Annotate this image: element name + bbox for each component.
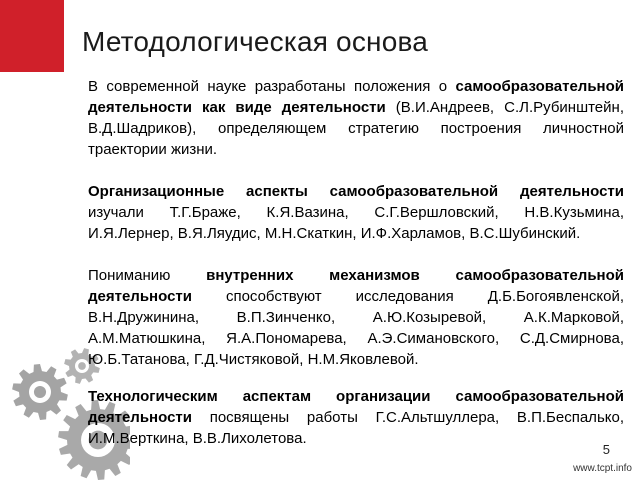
- text-run: (В.И.Андреев, С.Л.Рубинштейн, В.Д.Шадриков), определяющем стратегию построения личностной траектории жизни.: [88, 99, 624, 158]
- slide-body: [88, 76, 624, 470]
- text-run-bold: Технологическим аспектам организации самообразовательной деятельности: [88, 388, 624, 426]
- paragraph-organizational: [88, 181, 624, 244]
- paragraph-technological: [88, 386, 624, 449]
- paragraph-mechanisms: [88, 265, 624, 370]
- text-run-bold: внутренних механизмов самообразовательной деятельности: [88, 267, 624, 305]
- text-run-bold: Организационные аспекты самообразовательной деятельности: [88, 183, 624, 200]
- text-run: посвящены работы Г.С.Альтшуллера, В.П.Беспалько, И.М.Верткина, В.В.Лихолетова.: [88, 409, 624, 447]
- paragraph-methodology: [88, 76, 624, 160]
- watermark: www.tcpt.info: [573, 463, 632, 474]
- slide-title: Методологическая основа: [82, 26, 429, 57]
- text-run-bold: самообразовательной деятельности как виде деятельности: [88, 78, 624, 116]
- text-run: В современной науке разработаны положения о: [88, 78, 456, 95]
- text-run: изучали Т.Г.Браже, К.Я.Вазина, С.Г.Вершловский, Н.В.Кузьмина, И.Я.Лернер, В.Я.Ляудис, М.Н.Скаткин, И.Ф.Харламов, В.С.Шубинский.: [88, 204, 624, 242]
- page-number: 5: [602, 442, 610, 457]
- accent-bar: [0, 0, 64, 72]
- text-run: способствуют исследования Д.Б.Богоявленской, В.Н.Дружинина, В.П.Зинченко, А.Ю.Козыревой, А.К.Марковой, А.М.Матюшкина, Я.А.Пономарева, А.Э.Симановского, С.Д.Смирнова, Ю.Б.Татанова, Г.Д.Чистяковой, Н.М.Яковлевой.: [88, 288, 624, 368]
- small-gear-icon: [12, 364, 68, 420]
- text-run: Пониманию: [88, 267, 207, 284]
